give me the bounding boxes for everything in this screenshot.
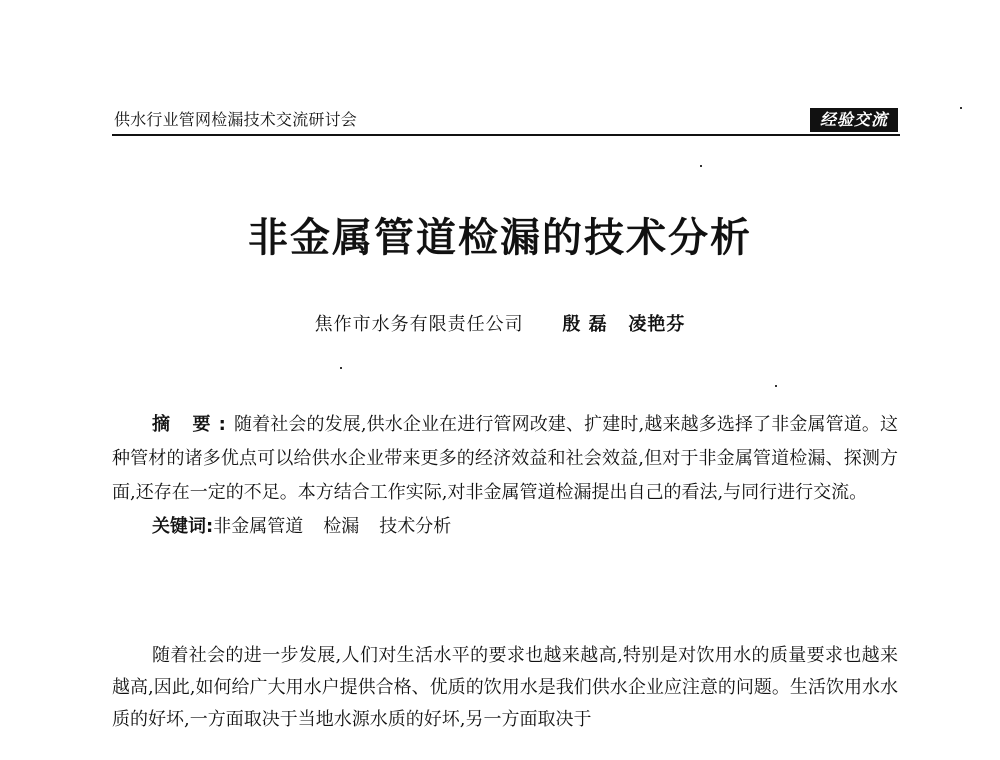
- keywords-line: [112, 510, 898, 544]
- section-badge: 经验交流: [810, 108, 898, 132]
- abstract-label: 摘 要:: [152, 414, 234, 435]
- header-rule: [112, 134, 900, 136]
- author-organization: 焦作市水务有限责任公司: [314, 314, 524, 335]
- scan-speck: [775, 385, 777, 387]
- running-header: [112, 106, 900, 136]
- body-paragraph: 随着社会的进一步发展,人们对生活水平的要求也越来越高,特别是对饮用水的质量要求也越来越高,因此,如何给广大用水户提供合格、优质的饮用水是我们供水企业应注意的问题。生活饮用水水质的好坏,一方面取决于当地水源水质的好坏,另一方面取决于: [112, 645, 898, 730]
- keyword: 技术分析: [379, 516, 452, 537]
- scan-speck: [960, 107, 962, 109]
- keyword: 非金属管道: [213, 516, 304, 537]
- scan-speck: [340, 367, 342, 369]
- article-title: 非金属管道检漏的技术分析: [248, 215, 752, 261]
- keywords-label: 关键词:: [152, 516, 214, 537]
- scan-speck: [700, 165, 702, 167]
- keyword: 检漏: [323, 516, 360, 537]
- abstract-section: [112, 408, 898, 544]
- body-text: [112, 640, 898, 736]
- abstract-text: 随着社会的发展,供水企业在进行管网改建、扩建时,越来越多选择了非金属管道。这种管材的诸多优点可以给供水企业带来更多的经济效益和社会效益,但对于非金属管道检漏、探测方面,还存在一定的不足。本方结合工作实际,对非金属管道检漏提出自己的看法,与同行进行交流。: [112, 414, 898, 503]
- conference-title: 供水行业管网检漏技术交流研讨会: [114, 110, 358, 129]
- author-name: 凌艳芬: [628, 314, 686, 335]
- author-line: [0, 312, 1000, 338]
- abstract-paragraph: [112, 408, 898, 510]
- author-name: 殷 磊: [562, 314, 608, 335]
